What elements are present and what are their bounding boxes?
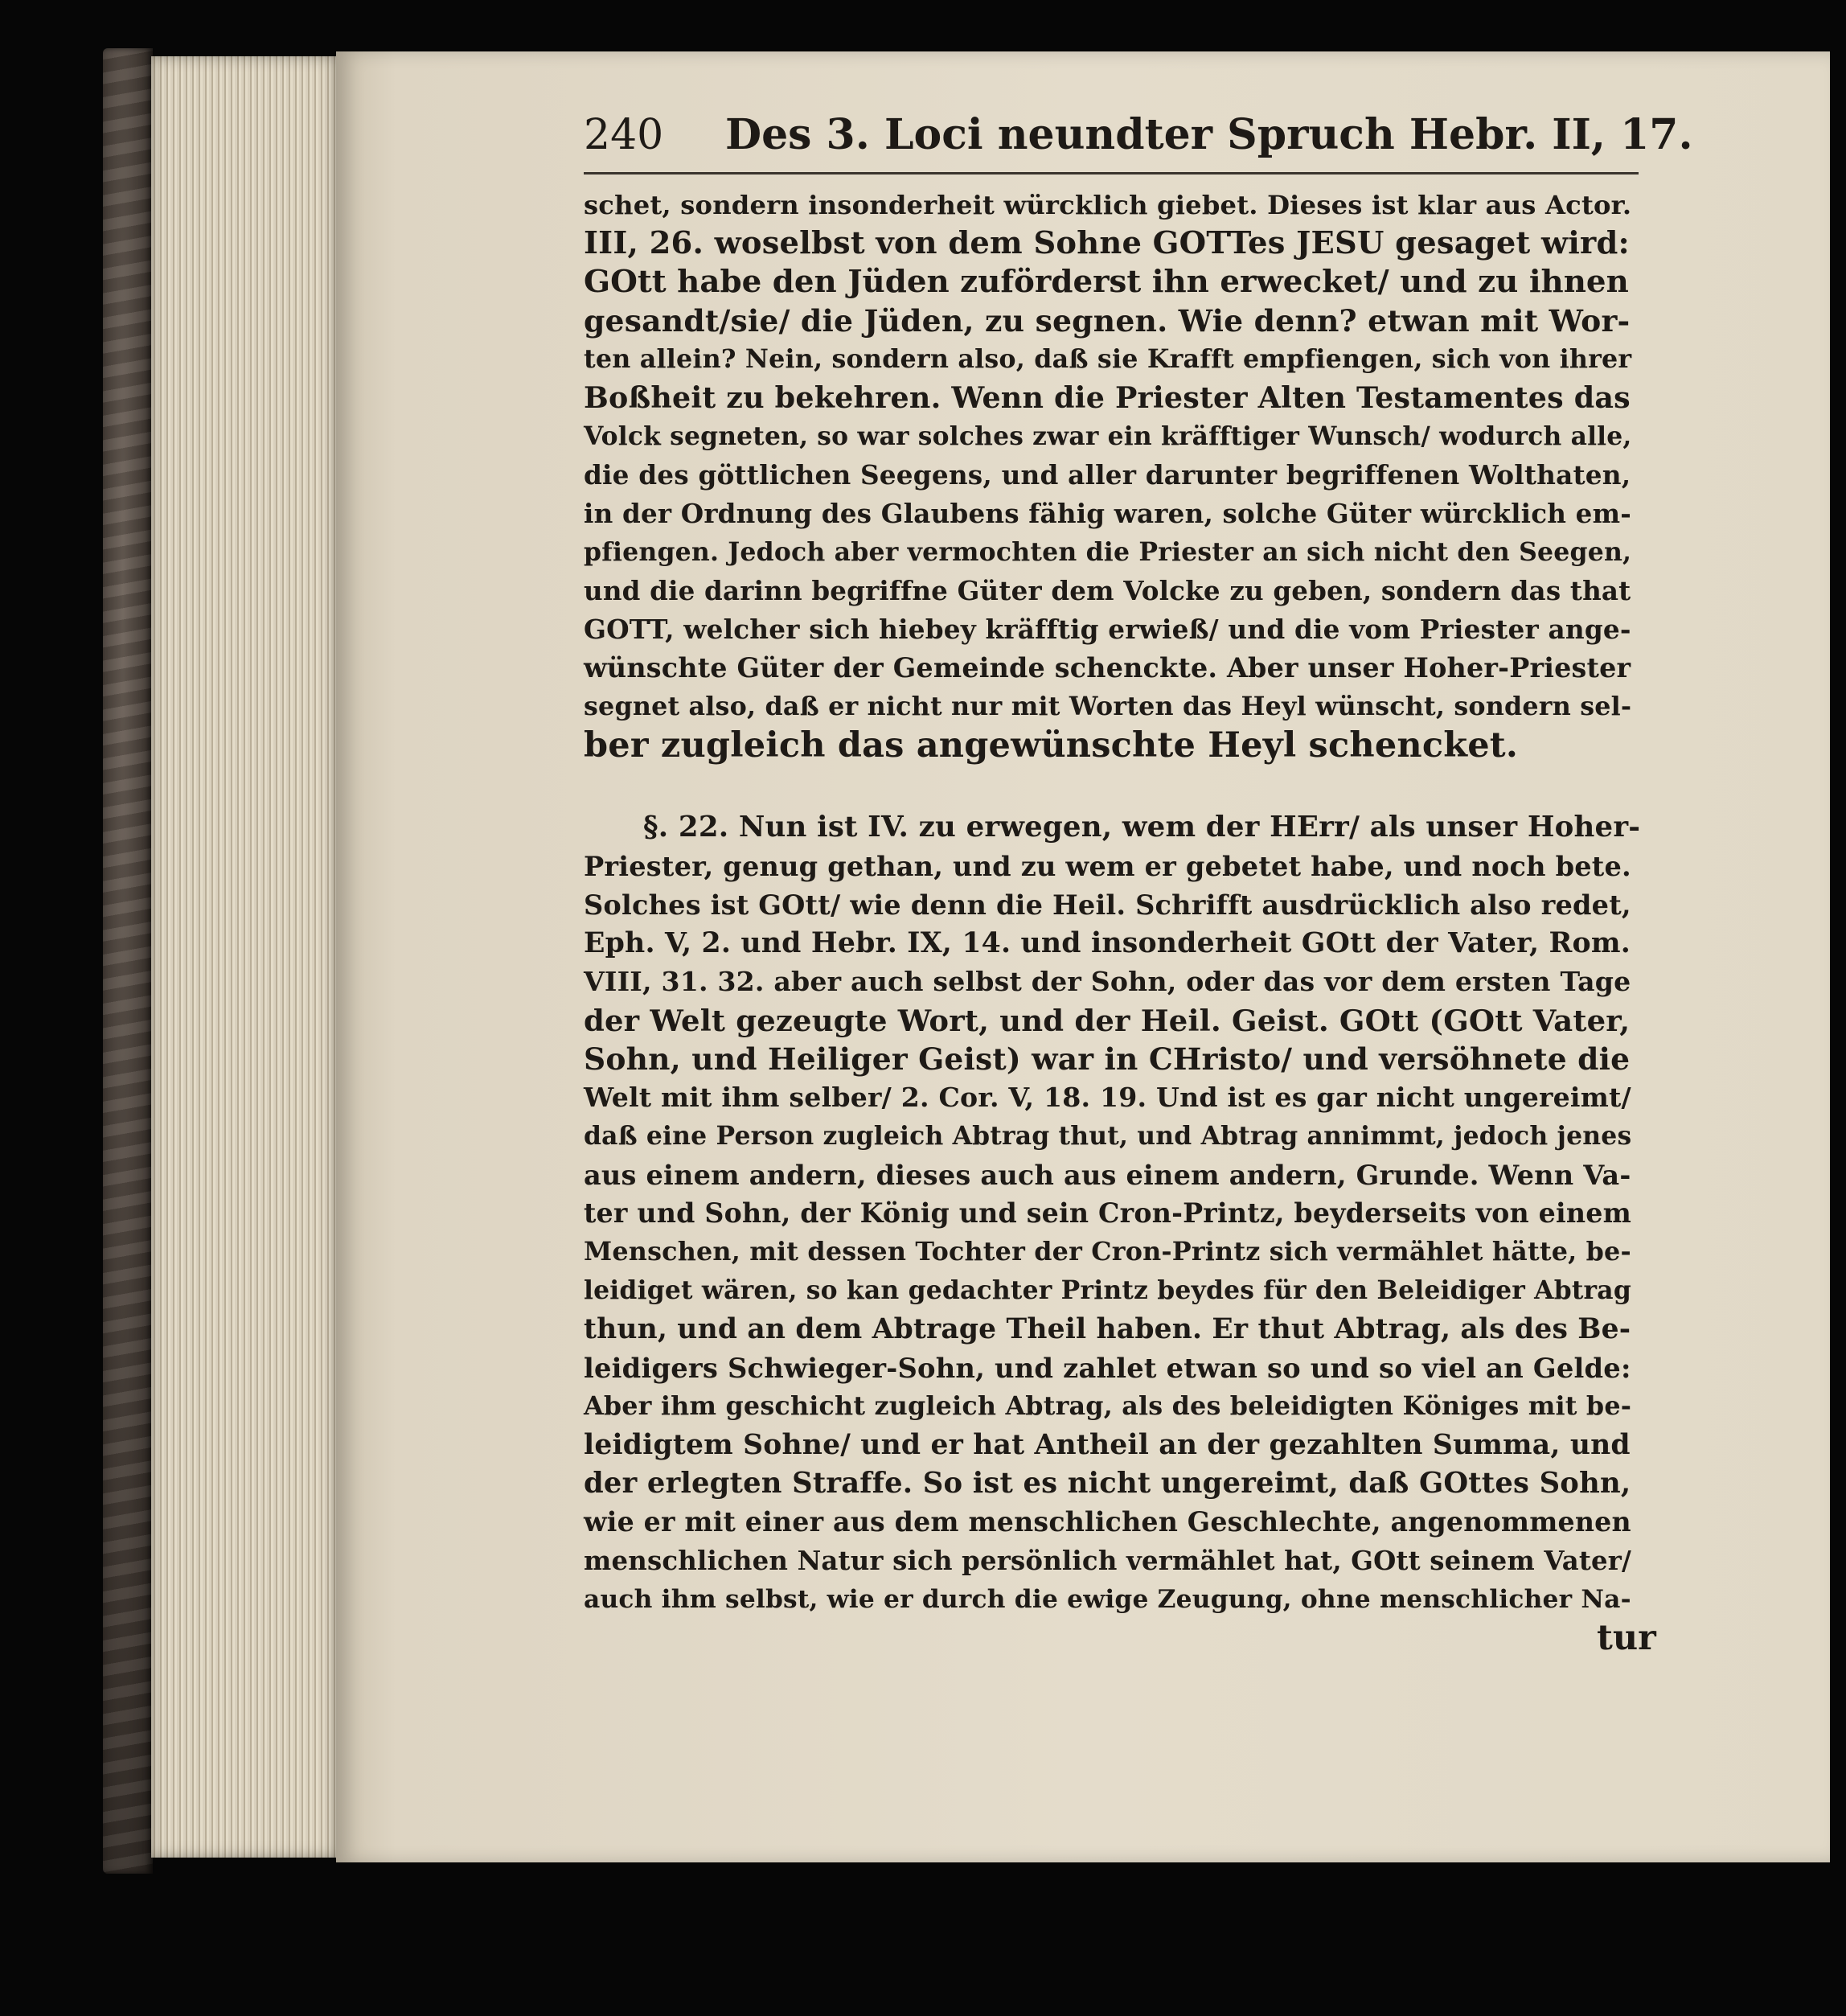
text-line: wie er mit einer aus dem menschlichen Geschlechte, angenommenen: [584, 1506, 1631, 1538]
text-line: wünschte Güter der Gemeinde schenckte. Aber unser Hoher-Priester: [584, 652, 1631, 684]
text-line: segnet also, daß er nicht nur mit Worten das Heyl wünscht, sondern sel-: [584, 692, 1632, 721]
text-line: daß eine Person zugleich Abtrag thut, und Abtrag annimmt, jedoch jenes: [584, 1122, 1632, 1151]
page-edges: [151, 56, 336, 1858]
text-line: der erlegten Straffe. So ist es nicht ungereimt, daß GOttes Sohn,: [584, 1467, 1631, 1500]
text-line: VIII, 31. 32. aber auch selbst der Sohn, oder das vor dem ersten Tage: [584, 966, 1631, 997]
text-line: thun, und an dem Abtrage Theil haben. Er thut Abtrag, als des Be-: [584, 1313, 1631, 1345]
text-line: menschlichen Natur sich persönlich vermählet hat, GOtt seinem Vater/: [584, 1546, 1632, 1576]
text-line: pfiengen. Jedoch aber vermochten die Priester an sich nicht den Seegen,: [584, 537, 1632, 567]
text-line: Solches ist GOtt/ wie denn die Heil. Schrifft ausdrücklich also redet,: [584, 889, 1631, 921]
text-line: auch ihm selbst, wie er durch die ewige Zeugung, ohne menschlicher Na-: [584, 1585, 1631, 1614]
running-head: [584, 98, 1693, 175]
text-line: leidigtem Sohne/ und er hat Antheil an der gezahlten Summa, und: [584, 1429, 1631, 1461]
text-line: die des göttlichen Seegens, und aller darunter begriffenen Wolthaten,: [584, 459, 1631, 491]
text-line: und die darinn begriffne Güter dem Volcke zu geben, sondern das that: [584, 575, 1631, 606]
text-line: in der Ordnung des Glaubens fähig waren, solche Güter würcklich em-: [584, 498, 1631, 529]
text-line: Volck segneten, so war solches zwar ein kräfftiger Wunsch/ wodurch alle,: [584, 422, 1632, 451]
text-line: ter und Sohn, der König und sein Cron-Printz, beyderseits von einem: [584, 1197, 1631, 1229]
text-line: Menschen, mit dessen Tochter der Cron-Printz sich vermählet hätte, be-: [584, 1237, 1631, 1267]
text-line: GOTT, welcher sich hiebey kräfftig erwieß/ und die vom Priester ange-: [584, 614, 1631, 645]
text-line: gesandt/sie/ die Jüden, zu segnen. Wie denn? etwan mit Wor-: [584, 303, 1631, 339]
catchword: tur: [1597, 1618, 1656, 1658]
text-line: leidigers Schwieger-Sohn, und zahlet etwan so und so viel an Gelde:: [584, 1352, 1631, 1384]
text-line: der Welt gezeugte Wort, und der Heil. Geist. GOtt (GOtt Vater,: [584, 1003, 1631, 1038]
page-number: 240: [584, 111, 664, 159]
text-line: Sohn, und Heiliger Geist) war in CHristo/ und versöhnete die: [584, 1041, 1631, 1077]
book-page: [336, 51, 1830, 1862]
text-line: Eph. V, 2. und Hebr. IX, 14. und insonderheit GOtt der Vater, Rom.: [584, 926, 1631, 959]
text-line: III, 26. woselbst von dem Sohne GOTTes JESU gesaget wird:: [584, 225, 1630, 261]
paragraph-1: [584, 186, 1846, 765]
text-line: §. 22. Nun ist IV. zu erwegen, wem der HErr/ als unser Hoher-: [643, 811, 1641, 844]
text-line: Welt mit ihm selber/ 2. Cor. V, 18. 19. Und ist es gar nicht ungereimt/: [584, 1082, 1631, 1113]
text-line: Priester, genug gethan, und zu wem er gebetet habe, und noch bete.: [584, 850, 1631, 882]
text-line: aus einem andern, dieses auch aus einem andern, Grunde. Wenn Va-: [584, 1159, 1631, 1191]
paragraph-2: [584, 808, 1846, 1619]
text-line: ber zugleich das angewünschte Heyl schencket.: [584, 725, 1519, 766]
text-line: leidiget wären, so kan gedachter Printz beydes für den Beleidiger Abtrag: [584, 1276, 1631, 1305]
text-line: GOtt habe den Jüden zuförderst ihn erwecket/ und zu ihnen: [584, 264, 1629, 300]
text-line: Boßheit zu bekehren. Wenn die Priester Alten Testamentes das: [584, 380, 1631, 415]
text-line: ten allein? Nein, sondern also, daß sie Krafft empfiengen, sich von ihrer: [584, 344, 1632, 374]
marbled-cover: [103, 48, 153, 1874]
running-title: Des 3. Loci neundter Spruch Hebr. II, 17.: [725, 110, 1693, 159]
text-block: [584, 98, 1846, 1657]
text-line: schet, sondern insonderheit würcklich giebet. Dieses ist klar aus Actor.: [584, 190, 1632, 220]
text-line: Aber ihm geschicht zugleich Abtrag, als des beleidigten Königes mit be-: [584, 1391, 1632, 1421]
